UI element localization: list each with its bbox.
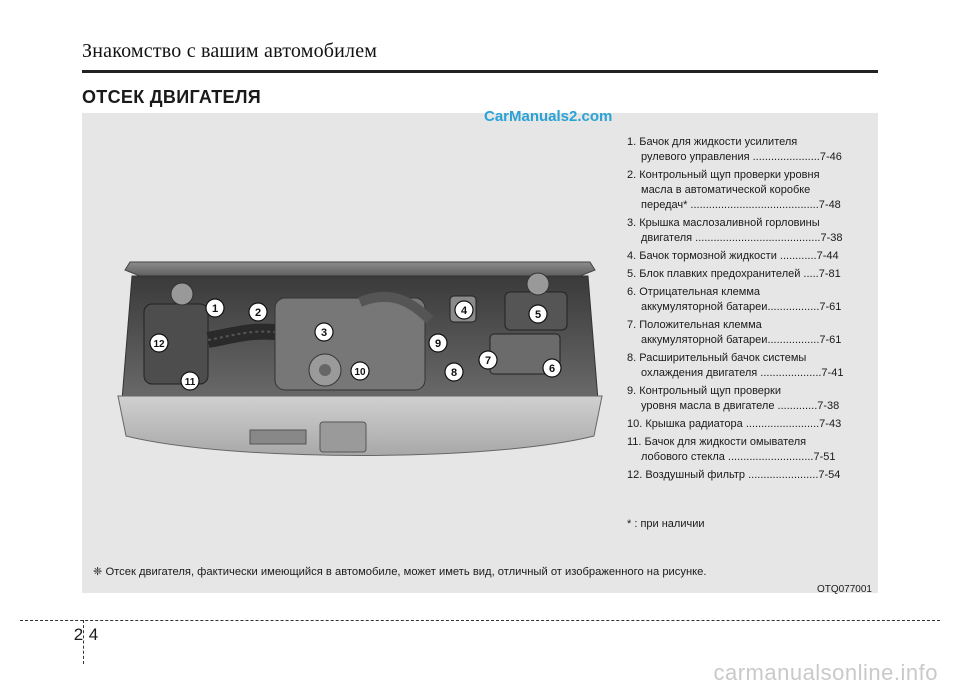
svg-text:5: 5 — [534, 309, 542, 321]
svg-text:8: 8 — [450, 367, 458, 379]
grille — [250, 430, 306, 444]
chapter-header: Знакомство с вашим автомобилем — [82, 40, 378, 62]
callout-7 — [479, 351, 497, 369]
svg-text:11: 11 — [184, 377, 196, 388]
svg-text:6: 6 — [548, 363, 556, 375]
callout-12 — [150, 334, 168, 352]
figure-code: OTQ077001 — [816, 584, 872, 595]
svg-text:12: 12 — [153, 339, 165, 350]
svg-text:7: 7 — [484, 355, 492, 367]
watermark-top[interactable]: CarManuals2.com — [484, 108, 613, 125]
page-number — [71, 625, 101, 645]
legend-item: 1. Бачок для жидкости усилителя рулевого управления ......................7-46 — [627, 136, 842, 163]
illustration-disclaimer: ❈ Отсек двигателя, фактически имеющийся в автомобиле, может иметь вид, отличный от изображенного на рисунке. — [93, 566, 707, 578]
svg-text:1: 1 — [211, 303, 219, 315]
legend-item: 2. Контрольный щуп проверки уровня масла в автоматической коробке передач* ..........................................7-48 — [627, 169, 841, 211]
legend-item: 3. Крышка маслозаливной горловины двигателя .........................................7-38 — [627, 217, 843, 244]
callout-11 — [181, 372, 199, 390]
callout-2 — [249, 303, 267, 321]
page-in-chapter: 4 — [88, 625, 99, 644]
legend-item: 4. Бачок тормозной жидкости ............7-44 — [627, 250, 839, 262]
svg-text:10: 10 — [354, 367, 366, 378]
svg-text:3: 3 — [320, 327, 328, 339]
legend-note: * : при наличии — [627, 518, 705, 530]
intake-hose — [208, 332, 275, 340]
legend-item: 11. Бачок для жидкости омывателя лобового стекла ............................7-51 — [627, 436, 836, 463]
engine-block — [275, 298, 425, 390]
hood — [125, 262, 595, 276]
section-title: ОТСЕК ДВИГАТЕЛЯ — [82, 87, 261, 107]
legend-item: 8. Расширительный бачок системы охлаждения двигателя ....................7-41 — [627, 352, 844, 379]
svg-text:2: 2 — [254, 307, 262, 319]
callout-3 — [315, 323, 333, 341]
svg-text:4: 4 — [460, 305, 468, 317]
svg-text:9: 9 — [434, 338, 442, 350]
legend-item: 5. Блок плавких предохранителей .....7-81 — [627, 268, 841, 280]
engine-bay-illustration — [110, 240, 610, 462]
header-rule — [82, 70, 878, 73]
callout-5 — [529, 305, 547, 323]
footer-rule — [20, 620, 940, 621]
callout-6 — [543, 359, 561, 377]
callout-9 — [429, 334, 447, 352]
component-legend — [627, 135, 871, 486]
legend-item: 10. Крышка радиатора ........................7-43 — [627, 418, 842, 430]
callout-4 — [455, 301, 473, 319]
legend-item: 7. Положительная клемма аккумуляторной батареи.................7-61 — [627, 319, 842, 346]
legend-item: 12. Воздушный фильтр .......................7-54 — [627, 469, 841, 481]
callout-1 — [206, 299, 224, 317]
callout-8 — [445, 363, 463, 381]
chapter-number: 2 — [73, 625, 84, 644]
legend-item: 6. Отрицательная клемма аккумуляторной батареи.................7-61 — [627, 286, 842, 313]
callout-10 — [351, 362, 369, 380]
legend-item: 9. Контрольный щуп проверки уровня масла в двигателе .............7-38 — [627, 385, 840, 412]
watermark-bottom[interactable]: carmanualsonline.info — [713, 660, 938, 685]
